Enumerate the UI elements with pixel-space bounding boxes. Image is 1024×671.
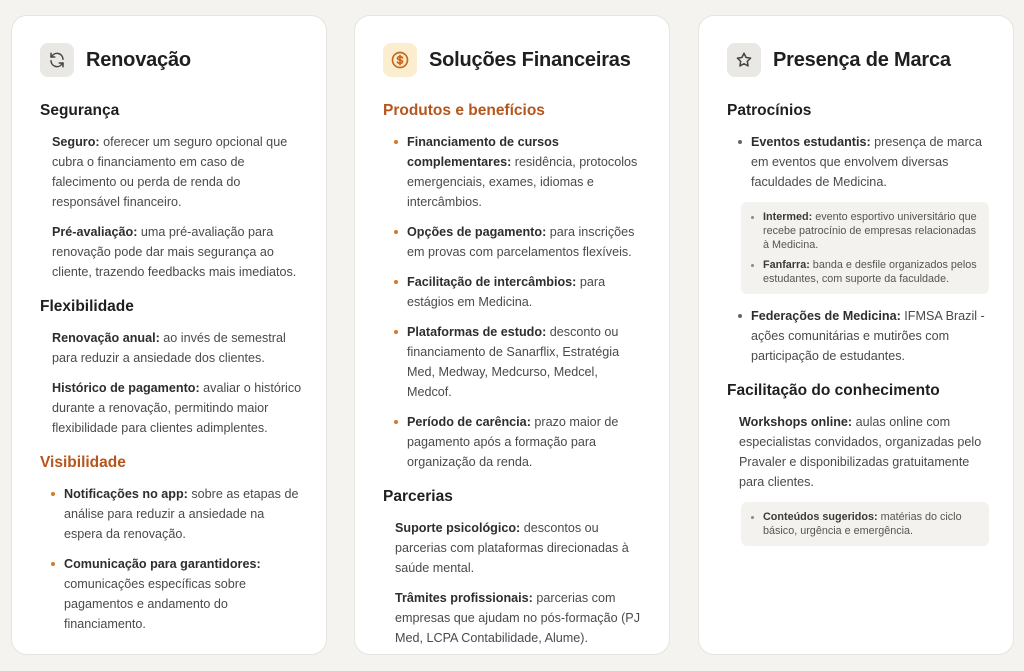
bullet-list [40, 484, 302, 634]
section-title: Patrocínios [727, 102, 812, 119]
card-title: Soluções Financeiras [429, 48, 631, 71]
paragraph-historico-pagamento: Histórico de pagamento: avaliar o histórico durante a renovação, permitindo maior flexibilidade para clientes adimplentes. [52, 381, 302, 435]
card-renovacao [11, 15, 327, 655]
card-presenca-de-marca [698, 15, 1014, 655]
bullet-dot [394, 420, 398, 424]
sub-list-item: Conteúdos sugeridos: matérias do ciclo básico, urgência e emergência. [751, 510, 977, 538]
section-flexibilidade [40, 298, 302, 438]
bullet-list [727, 306, 989, 366]
card-title: Presença de Marca [773, 48, 951, 71]
bullet-dot [738, 140, 742, 144]
paragraph-tramites-profissionais: Trâmites profissionais: parcerias com empresas que ajudam no pós-formação (PJ Med, LCPA Contabilidade, Alume). [395, 591, 641, 645]
list-item: Opções de pagamento: para inscrições em provas com parcelamentos flexíveis. [395, 222, 645, 262]
bullet-dot [751, 516, 754, 519]
section-patrocinios [727, 102, 989, 366]
section-seguranca [40, 102, 302, 282]
dollar-coin-icon [383, 43, 417, 77]
sub-list-item: Fanfarra: banda e desfile organizados pelos estudantes, com suporte da faculdade. [751, 258, 977, 286]
bullet-dot [751, 216, 754, 219]
section-title: Produtos e benefícios [383, 102, 545, 119]
sub-list-box [741, 502, 989, 546]
card-header [383, 42, 645, 78]
section-title: Segurança [40, 102, 120, 119]
card-header [40, 42, 302, 78]
section-visibilidade [40, 454, 302, 634]
section-title: Flexibilidade [40, 298, 134, 315]
card-title: Renovação [86, 48, 191, 71]
section-parcerias [383, 488, 645, 648]
card-solucoes-financeiras [354, 15, 670, 655]
list-item: Notificações no app: sobre as etapas de análise para reduzir a ansiedade na espera da renovação. [52, 484, 302, 544]
bullet-list [383, 132, 645, 472]
list-item: Plataformas de estudo: desconto ou financiamento de Sanarflix, Estratégia Med, Medway, Medcurso, Medcel, Medcof. [395, 322, 645, 402]
bullet-dot [394, 330, 398, 334]
paragraph-suporte-psicologico: Suporte psicológico: descontos ou parcerias com plataformas direcionadas à saúde mental. [395, 521, 629, 575]
paragraph-workshops-online: Workshops online: aulas online com especialistas convidados, organizadas pelo Pravaler e disponibilizadas gratuitamente para clientes. [739, 415, 982, 489]
refresh-icon [40, 43, 74, 77]
section-facilitacao-conhecimento [727, 382, 989, 546]
bullet-dot [738, 314, 742, 318]
bullet-dot [51, 562, 55, 566]
bullet-dot [51, 492, 55, 496]
section-title: Parcerias [383, 488, 453, 505]
sub-list-item: Intermed: evento esportivo universitário que recebe patrocínio de empresas relacionadas à Medicina. [751, 210, 977, 252]
card-header [727, 42, 989, 78]
list-item: Eventos estudantis: presença de marca em eventos que envolvem diversas faculdades de Medicina. [739, 132, 989, 192]
bullet-dot [394, 230, 398, 234]
sub-list-box [741, 202, 989, 294]
bullet-list [727, 132, 989, 192]
paragraph-pre-avaliacao: Pré-avaliação: uma pré-avaliação para renovação pode dar mais segurança ao cliente, trazendo feedbacks mais imediatos. [52, 225, 297, 279]
list-item: Comunicação para garantidores: comunicações específicas sobre pagamentos e andamento do financiamento. [52, 554, 302, 634]
bullet-dot [751, 264, 754, 267]
paragraph-renovacao-anual: Renovação anual: ao invés de semestral para reduzir a ansiedade dos clientes. [52, 331, 286, 365]
section-title: Facilitação do conhecimento [727, 382, 940, 399]
star-icon [727, 43, 761, 77]
section-title: Visibilidade [40, 454, 126, 471]
bullet-dot [394, 140, 398, 144]
paragraph-seguro: Seguro: oferecer um seguro opcional que cubra o financiamento em caso de falecimento ou perda de renda do responsável financeiro. [52, 135, 288, 209]
bullet-dot [394, 280, 398, 284]
list-item: Financiamento de cursos complementares: residência, protocolos emergenciais, exames, idiomas e intercâmbios. [395, 132, 645, 212]
list-item: Período de carência: prazo maior de pagamento após a formação para organização da renda. [395, 412, 645, 472]
list-item: Facilitação de intercâmbios: para estágios em Medicina. [395, 272, 645, 312]
list-item: Federações de Medicina: IFMSA Brazil - ações comunitárias e mutirões com participação de estudantes. [739, 306, 989, 366]
section-produtos-beneficios [383, 102, 645, 472]
